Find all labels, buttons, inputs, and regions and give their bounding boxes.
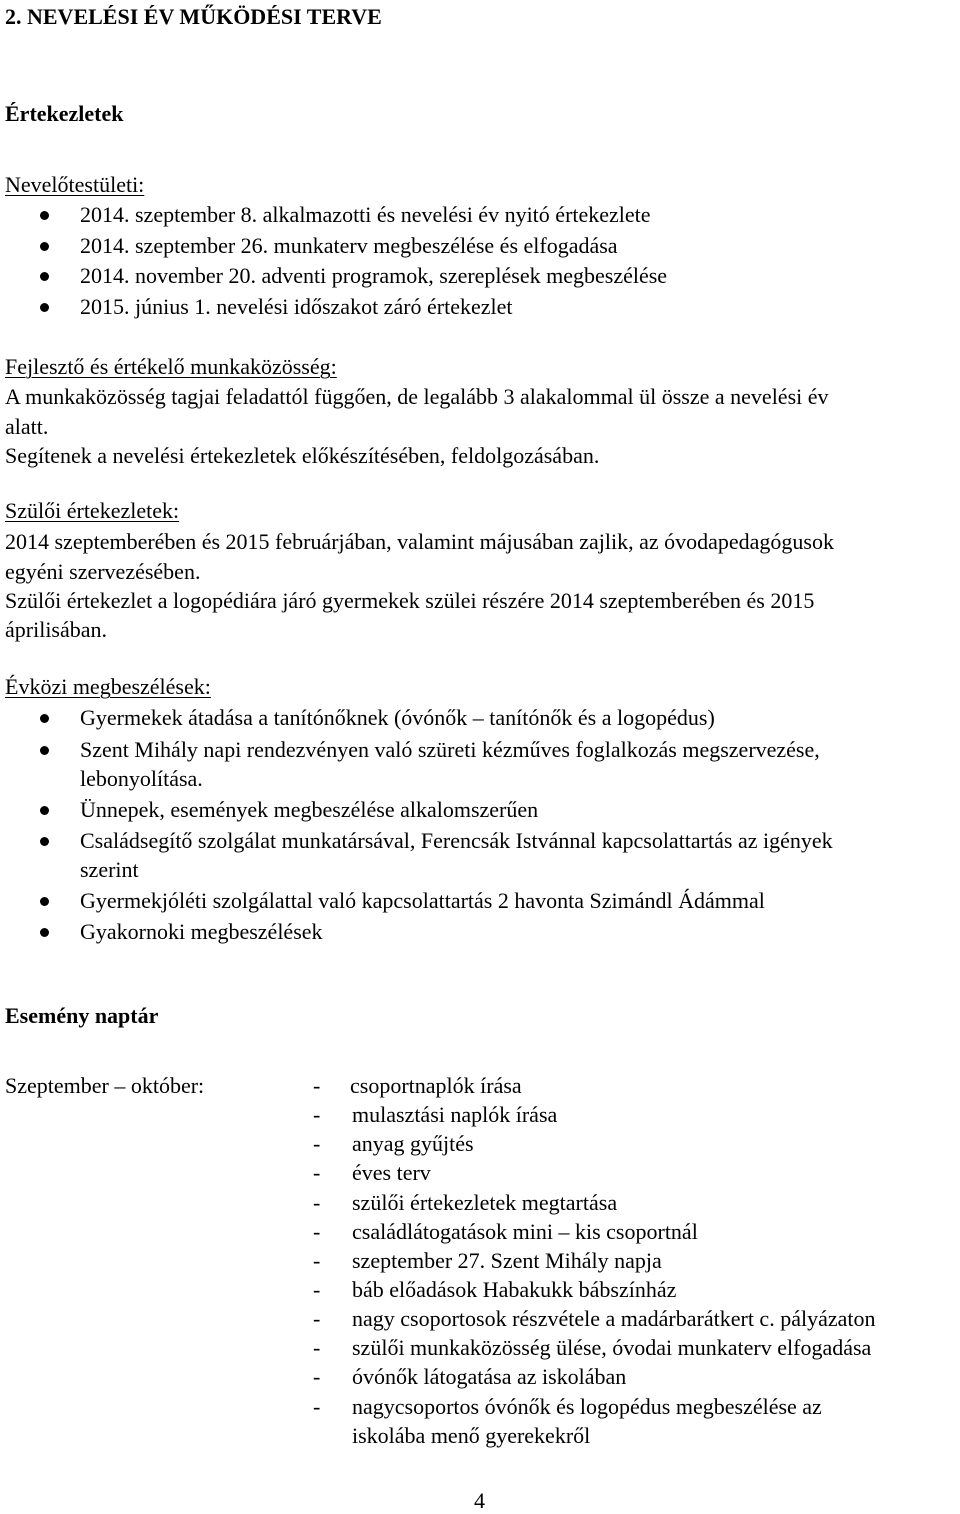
list-item: anyag gyűjtés [352,1131,474,1156]
list-dash: - [313,1277,321,1302]
bullet-icon [40,928,49,937]
page-number: 4 [474,1488,485,1513]
parents-text-line: áprilisában. [5,617,108,642]
dev-group-text-line: alatt. [5,414,49,439]
parents-text-line: 2014 szeptemberében és 2015 februárjában, valamint májusában zajlik, az óvodapedagógusok [5,529,834,554]
list-item: Családsegítő szolgálat munkatársával, Ferencsák Istvánnal kapcsolattartás az igények [80,828,833,853]
list-item: szeptember 27. Szent Mihály napja [352,1248,662,1273]
parents-meetings-label: Szülői értekezletek: [5,498,180,523]
list-dash: - [313,1219,321,1244]
interim-meetings-label: Évközi megbeszélések: [5,674,211,699]
list-dash: - [313,1394,321,1419]
bullet-icon [40,806,49,815]
list-item: 2014. szeptember 8. alkalmazotti és nevelési év nyitó értekezlete [80,202,651,227]
bullet-icon [40,272,49,281]
list-item: báb előadások Habakukk bábszínház [352,1277,677,1302]
bullet-icon [40,746,49,755]
list-dash: - [313,1248,321,1273]
list-dash: - [313,1102,321,1127]
list-item-continuation: iskolába menő gyerekekről [352,1423,591,1448]
list-item-continuation: szerint [80,857,139,882]
bullet-icon [40,303,49,312]
list-dash: - [313,1160,321,1185]
dev-group-text-line: A munkaközösség tagjai feladattól függően, de legalább 3 alakalommal ül össze a nevelési év [5,384,829,409]
list-item: 2014. szeptember 26. munkaterv megbeszélése és elfogadása [80,233,618,258]
parents-text-line: egyéni szervezésében. [5,559,201,584]
parents-text-line: Szülői értekezlet a logopédiára járó gyermekek szülei részére 2014 szeptemberében és 2015 [5,588,815,613]
bullet-icon [40,242,49,251]
list-dash: - [313,1190,321,1215]
dev-group-text-line: Segítenek a nevelési értekezletek előkészítésében, feldolgozásában. [5,443,600,468]
staff-meetings-label: Nevelőtestületi: [5,172,145,197]
list-dash: - [313,1131,321,1156]
bullet-icon [40,714,49,723]
list-item: szülői munkaközösség ülése, óvodai munkaterv elfogadása [352,1335,872,1360]
list-item: Gyermekjóléti szolgálattal való kapcsolattartás 2 havonta Szimándl Ádámmal [80,888,765,913]
list-dash: - [313,1364,321,1389]
list-dash: - [313,1073,321,1098]
list-item: csoportnaplók írása [350,1073,522,1098]
list-item: Ünnepek, események megbeszélése alkalomszerűen [80,797,539,822]
list-item: Gyakornoki megbeszélések [80,919,323,944]
list-item: 2015. június 1. nevelési időszakot záró értekezlet [80,294,513,319]
list-item: Gyermekek átadása a tanítónőknek (óvónők – tanítónők és a logopédus) [80,705,715,730]
bullet-icon [40,211,49,220]
list-item: nagy csoportosok részvétele a madárbarátkert c. pályázaton [352,1306,876,1331]
list-dash: - [313,1335,321,1360]
dev-group-label: Fejlesztő és értékelő munkaközösség: [5,354,337,379]
list-item: szülői értekezletek megtartása [352,1190,618,1215]
meetings-heading: Értekezletek [5,101,124,126]
calendar-heading: Esemény naptár [5,1003,159,1028]
list-dash: - [313,1306,321,1331]
list-item: óvónők látogatása az iskolában [352,1364,627,1389]
list-item: családlátogatások mini – kis csoportnál [352,1219,698,1244]
list-item: mulasztási naplók írása [352,1102,558,1127]
document-title: 2. NEVELÉSI ÉV MŰKÖDÉSI TERVE [5,4,382,29]
list-item: éves terv [352,1160,431,1185]
list-item: 2014. november 20. adventi programok, szereplések megbeszélése [80,263,668,288]
calendar-period-label: Szeptember – október: [5,1073,205,1098]
bullet-icon [40,837,49,846]
bullet-icon [40,897,49,906]
list-item-continuation: lebonyolítása. [80,766,203,791]
list-item: Szent Mihály napi rendezvényen való szüreti kézműves foglalkozás megszervezése, [80,737,820,762]
list-item: nagycsoportos óvónők és logopédus megbeszélése az [352,1394,822,1419]
